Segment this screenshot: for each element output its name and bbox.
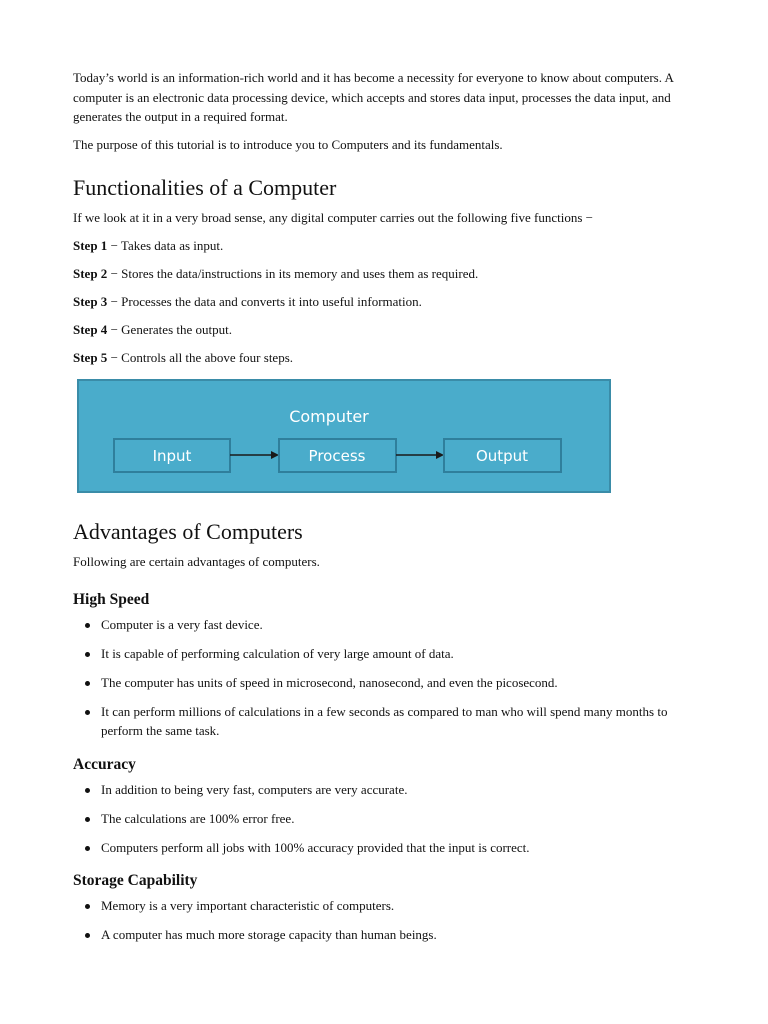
step-label: Step 1 — [73, 237, 108, 253]
list-item — [101, 838, 703, 858]
list-item — [101, 702, 703, 741]
list-item — [101, 925, 703, 945]
advantages-heading: Advantages of Computers — [73, 519, 303, 544]
bullet-icon — [85, 788, 90, 793]
list-item — [101, 615, 703, 635]
bullet-icon — [85, 933, 90, 938]
computer-diagram — [77, 379, 703, 493]
step-separator: − — [107, 237, 121, 253]
step-2 — [73, 264, 703, 284]
diagram-background — [78, 380, 610, 492]
high-speed-list — [73, 615, 703, 741]
step-separator: − — [107, 321, 122, 337]
process-box-label: Process — [308, 447, 366, 465]
list-item-text: The calculations are 100% error free. — [101, 810, 295, 826]
step-text: Processes the data and converts it into useful information. — [121, 293, 422, 309]
list-item-text: Memory is a very important characteristic of computers. — [101, 898, 395, 913]
step-separator: − — [107, 265, 122, 281]
step-text: Controls all the above four steps. — [121, 349, 294, 365]
list-item — [101, 673, 703, 693]
step-text: Generates the output. — [121, 321, 232, 337]
list-item-text: Computer is a very fast device. — [101, 616, 263, 632]
input-box-label: Input — [152, 447, 192, 465]
step-label: Step 5 — [73, 349, 108, 365]
list-item — [101, 780, 703, 800]
list-item-text: Computers perform all jobs with 100% accuracy provided that the input is correct. — [101, 839, 530, 855]
document-content — [73, 68, 703, 959]
accuracy-list — [73, 780, 703, 858]
functionalities-lead: If we look at it in a very broad sense, any digital computer carries out the following five functions − — [73, 210, 593, 225]
intro-paragraph: Today’s world is an information-rich world and it has become a necessity for everyone to know about computers. A computer is an electronic data processing device, which accepts and stores data input, processes the data input, and generates the output in a required format. — [73, 70, 674, 124]
section-title-high-speed: High Speed — [73, 590, 150, 608]
bullet-icon — [85, 623, 90, 628]
bullet-icon — [85, 846, 90, 851]
storage-capability-list — [73, 896, 703, 945]
diagram-title: Computer — [289, 407, 369, 426]
list-item — [101, 896, 703, 916]
step-label: Step 3 — [73, 293, 108, 309]
bullet-icon — [85, 710, 90, 715]
section-title-storage-capability: Storage Capability — [73, 872, 198, 889]
step-text: Takes data as input. — [120, 237, 224, 253]
step-label: Step 4 — [73, 321, 108, 337]
list-item-text: It is capable of performing calculation of very large amount of data. — [101, 645, 454, 661]
list-item — [101, 644, 703, 664]
output-box-label: Output — [475, 447, 529, 465]
list-item — [101, 809, 703, 829]
list-item-text: The computer has units of speed in microsecond, nanosecond, and even the picosecond. — [101, 674, 558, 690]
step-label: Step 2 — [73, 265, 108, 281]
step-1 — [73, 236, 703, 256]
functionalities-heading: Functionalities of a Computer — [73, 175, 337, 200]
step-text: Stores the data/instructions in its memory and uses them as required. — [121, 265, 479, 281]
list-item-text: In addition to being very fast, computers are very accurate. — [101, 781, 408, 797]
purpose-paragraph: The purpose of this tutorial is to introduce you to Computers and its fundamentals. — [73, 136, 503, 152]
step-4 — [73, 320, 703, 340]
list-item-text: It can perform millions of calculations in a few seconds as compared to man who will spend many months to perform the same task. — [101, 703, 668, 738]
list-item-text: A computer has much more storage capacity than human beings. — [101, 927, 437, 942]
bullet-icon — [85, 681, 90, 686]
bullet-icon — [85, 817, 90, 822]
computer-diagram-svg — [77, 379, 611, 493]
step-separator: − — [107, 349, 122, 365]
step-3 — [73, 292, 703, 312]
bullet-icon — [85, 904, 90, 909]
section-title-accuracy: Accuracy — [73, 755, 136, 773]
step-separator: − — [107, 293, 122, 309]
advantages-lead: Following are certain advantages of computers. — [73, 554, 320, 569]
bullet-icon — [85, 652, 90, 657]
step-5 — [73, 348, 703, 368]
